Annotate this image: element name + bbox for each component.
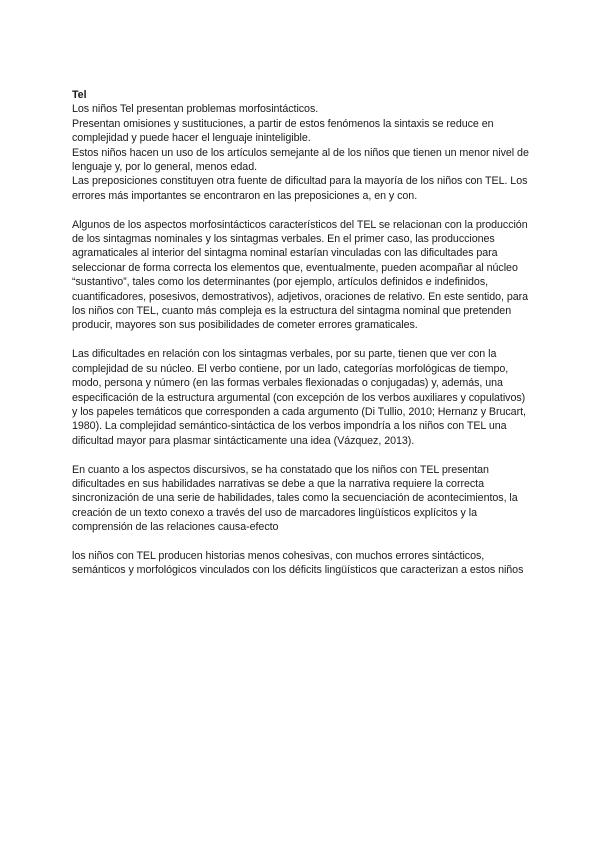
paragraph-nominal-syntagms: Algunos de los aspectos morfosintácticos característicos del TEL se relacionan con la producción de los sintagmas nominales y los sintagmas verbales. En el primer caso, las producciones agramaticales al interior del sintagma nominal estarían vinculadas con las dificultades para seleccionar de forma correcta los elementos que, eventualmente, pueden acompañar al núcleo “sustantivo”, tales como los determinantes (por ejemplo, artículos definidos e indefinidos, cuantificadores, posesivos, demostrativos), adjetivos, oraciones de relativo. En este sentido, para los niños con TEL, cuanto más compleja es la estructura del sintagma nominal que pretenden producir, mayores son sus posibilidades de cometer errores gramaticales.	[72, 218, 529, 332]
intro-line: Los niños Tel presentan problemas morfosintácticos.	[72, 103, 319, 116]
intro-line: Estos niños hacen un uso de los artículos semejante al de los niños que tienen un menor nivel de lenguaje y, por lo general, menos edad.	[72, 146, 529, 174]
paragraph-verbal-syntagms: Las dificultades en relación con los sintagmas verbales, por su parte, tienen que ver con la complejidad de su núcleo. El verbo contiene, por un lado, categorías morfológicas de tiempo, modo, persona y número (en las formas verbales flexionadas o conjugadas) y, además, una especificación de la estructura argumental (con excepción de los verbos auxiliares y copulativos) y los papeles temáticos que corresponden a cada argumento (Di Tullio, 2010; Hernanz y Brucart, 1980). La complejidad semántico-sintáctica de los verbos impondría a los niños con TEL una dificultad mayor para plasmar sintácticamente una idea (Vázquez, 2013).	[72, 348, 526, 447]
intro-line: Presentan omisiones y sustituciones, a partir de estos fenómenos la sintaxis se reduce en complejidad y puede hacer el lenguaje ininteligible.	[72, 117, 494, 145]
document-page	[72, 88, 532, 592]
paragraph-discursive-aspects: En cuanto a los aspectos discursivos, se ha constatado que los niños con TEL presentan dificultades en sus habilidades narrativas se debe a que la narrativa requiere la correcta sincronización de una serie de habilidades, tales como la secuenciación de acontecimientos, la creación de un texto conexo a través del uso de marcadores lingüísticos explícitos y la comprensión de las relaciones causa-efecto	[72, 463, 518, 534]
intro-line: Las preposiciones constituyen otra fuente de dificultad para la mayoría de los niños con TEL. Los errores más importantes se encontraron en las preposiciones a, en y con.	[72, 175, 528, 202]
document-title: Tel	[72, 89, 87, 101]
paragraph-narrative-cohesion: los niños con TEL producen historias menos cohesivas, con muchos errores sintácticos, semánticos y morfológicos vinculados con los déficits lingüísticos que caracterizan a estos niños	[72, 549, 524, 577]
intro-block	[72, 102, 532, 203]
